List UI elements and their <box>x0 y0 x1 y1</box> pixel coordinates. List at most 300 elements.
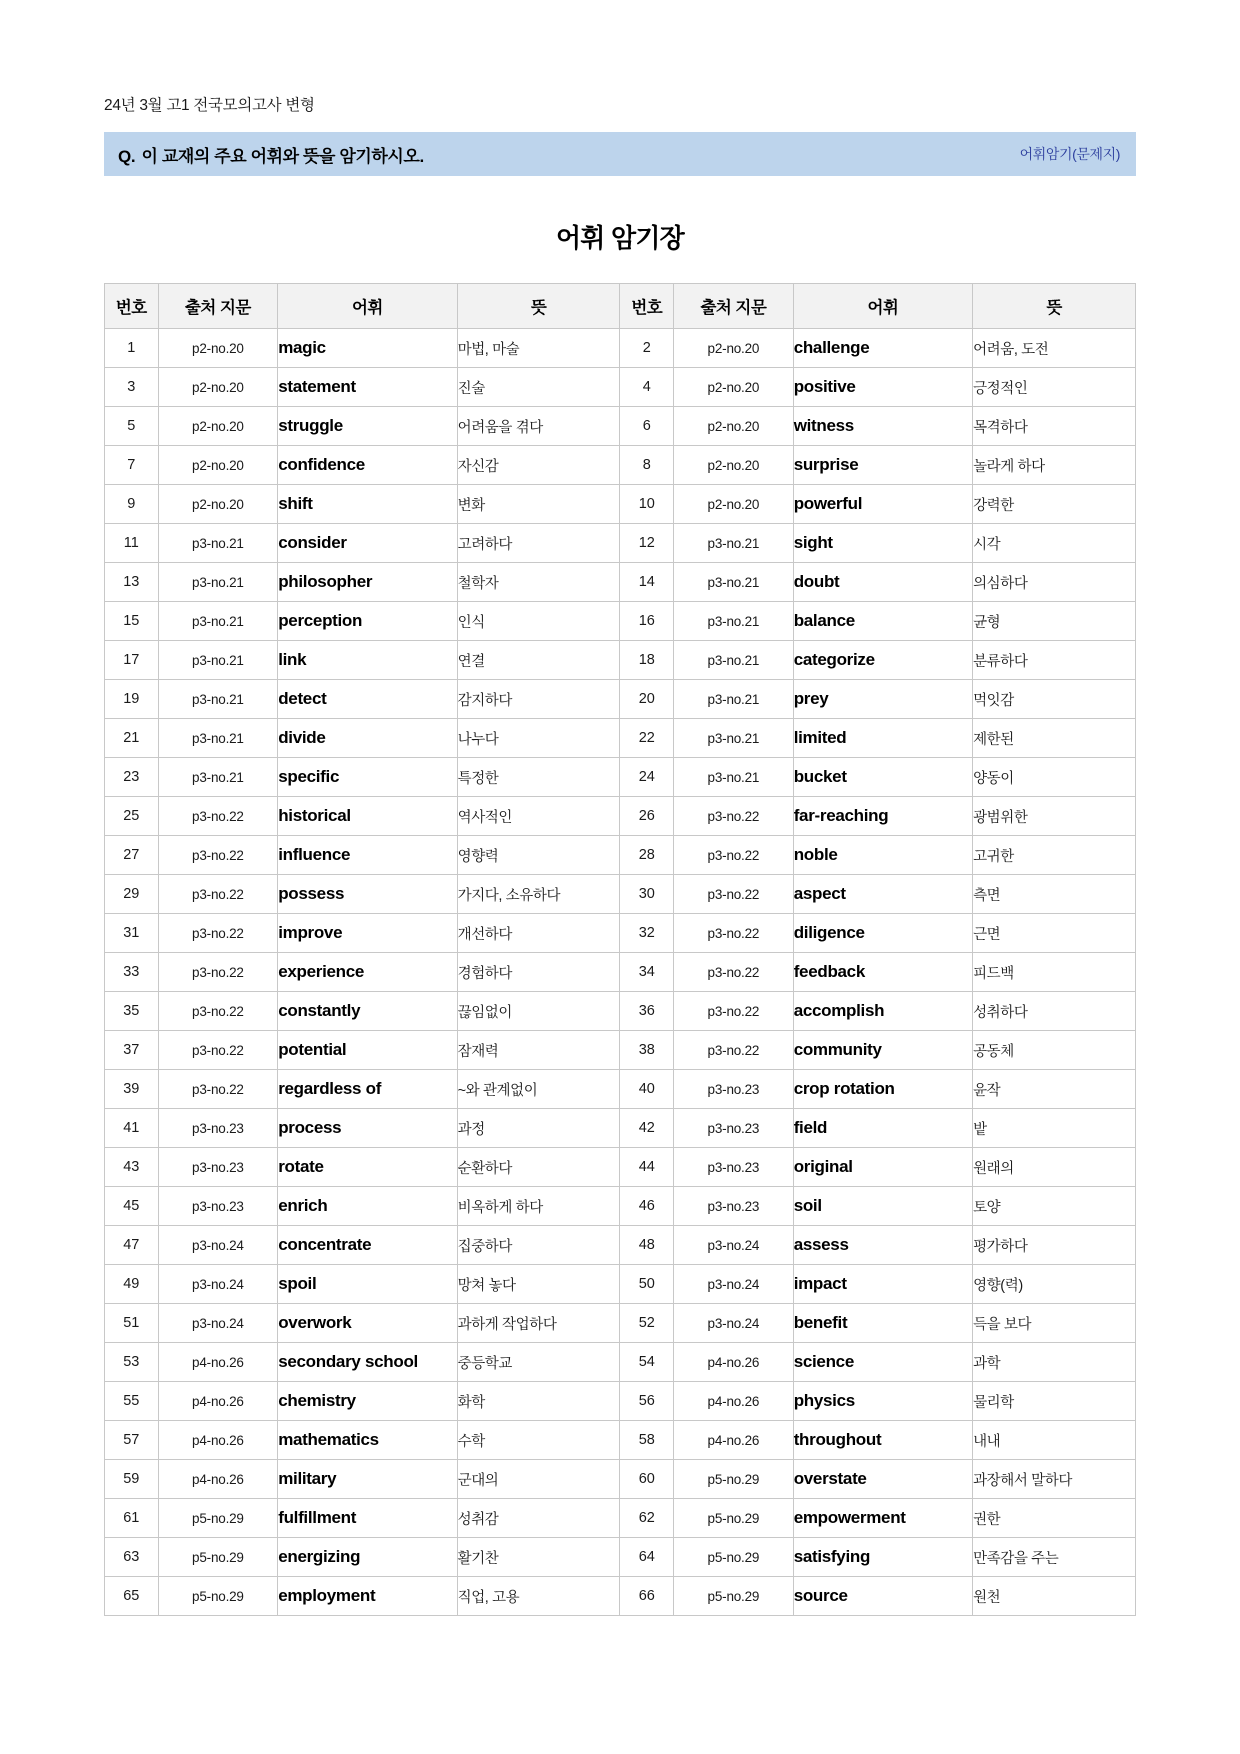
table-row <box>105 1304 1136 1343</box>
row-number-left: 33 <box>105 953 159 992</box>
row-word-right: powerful <box>793 485 972 524</box>
row-source-left: p3-no.23 <box>158 1148 278 1187</box>
row-number-left: 47 <box>105 1226 159 1265</box>
row-meaning-left: 과정 <box>457 1109 620 1148</box>
row-source-left: p2-no.20 <box>158 485 278 524</box>
row-source-left: p3-no.22 <box>158 1031 278 1070</box>
row-word-left: shift <box>278 485 457 524</box>
row-number-left: 57 <box>105 1421 159 1460</box>
row-number-left: 59 <box>105 1460 159 1499</box>
row-number-left: 5 <box>105 407 159 446</box>
row-meaning-left: 경험하다 <box>457 953 620 992</box>
page-title: 어휘 암기장 <box>555 223 684 254</box>
row-number-left: 45 <box>105 1187 159 1226</box>
row-source-left: p3-no.22 <box>158 797 278 836</box>
row-word-left: fulfillment <box>278 1499 457 1538</box>
row-source-right: p3-no.22 <box>674 992 794 1031</box>
row-source-right: p3-no.22 <box>674 836 794 875</box>
row-number-left: 55 <box>105 1382 159 1421</box>
row-meaning-left: 성취감 <box>457 1499 620 1538</box>
row-word-left: constantly <box>278 992 457 1031</box>
row-source-right: p4-no.26 <box>674 1421 794 1460</box>
table-row <box>105 953 1136 992</box>
row-meaning-right: 긍정적인 <box>973 368 1136 407</box>
row-word-left: rotate <box>278 1148 457 1187</box>
row-word-left: enrich <box>278 1187 457 1226</box>
row-word-left: experience <box>278 953 457 992</box>
row-number-left: 9 <box>105 485 159 524</box>
row-word-right: original <box>793 1148 972 1187</box>
row-word-right: soil <box>793 1187 972 1226</box>
row-number-right: 66 <box>620 1577 674 1616</box>
table-row <box>105 329 1136 368</box>
row-word-left: divide <box>278 719 457 758</box>
table-row <box>105 992 1136 1031</box>
row-word-right: aspect <box>793 875 972 914</box>
row-meaning-right: 득을 보다 <box>973 1304 1136 1343</box>
row-number-right: 46 <box>620 1187 674 1226</box>
row-word-left: chemistry <box>278 1382 457 1421</box>
row-word-right: balance <box>793 602 972 641</box>
table-row <box>105 368 1136 407</box>
table-row <box>105 1070 1136 1109</box>
row-meaning-right: 토양 <box>973 1187 1136 1226</box>
table-row <box>105 1148 1136 1187</box>
row-number-right: 48 <box>620 1226 674 1265</box>
row-number-right: 16 <box>620 602 674 641</box>
row-word-left: concentrate <box>278 1226 457 1265</box>
row-meaning-right: 놀라게 하다 <box>973 446 1136 485</box>
row-word-right: bucket <box>793 758 972 797</box>
column-header-no-right: 번호 <box>620 284 674 329</box>
row-number-left: 15 <box>105 602 159 641</box>
row-word-left: struggle <box>278 407 457 446</box>
row-word-right: benefit <box>793 1304 972 1343</box>
row-meaning-left: 활기찬 <box>457 1538 620 1577</box>
row-word-right: positive <box>793 368 972 407</box>
row-source-left: p4-no.26 <box>158 1343 278 1382</box>
table-row <box>105 641 1136 680</box>
row-word-right: crop rotation <box>793 1070 972 1109</box>
row-meaning-right: 원천 <box>973 1577 1136 1616</box>
table-row <box>105 797 1136 836</box>
row-source-right: p2-no.20 <box>674 407 794 446</box>
row-number-right: 40 <box>620 1070 674 1109</box>
row-meaning-right: 측면 <box>973 875 1136 914</box>
row-source-right: p3-no.21 <box>674 758 794 797</box>
column-header-word-right: 어휘 <box>793 284 972 329</box>
table-row <box>105 758 1136 797</box>
row-meaning-right: 균형 <box>973 602 1136 641</box>
row-source-right: p5-no.29 <box>674 1538 794 1577</box>
row-number-left: 29 <box>105 875 159 914</box>
row-source-left: p3-no.23 <box>158 1187 278 1226</box>
table-row <box>105 1343 1136 1382</box>
row-word-left: possess <box>278 875 457 914</box>
row-number-left: 63 <box>105 1538 159 1577</box>
row-number-right: 32 <box>620 914 674 953</box>
row-word-right: far-reaching <box>793 797 972 836</box>
row-number-right: 26 <box>620 797 674 836</box>
row-source-right: p4-no.26 <box>674 1343 794 1382</box>
row-source-left: p3-no.24 <box>158 1304 278 1343</box>
row-word-right: empowerment <box>793 1499 972 1538</box>
row-meaning-right: 과장해서 말하다 <box>973 1460 1136 1499</box>
row-number-left: 51 <box>105 1304 159 1343</box>
row-word-left: employment <box>278 1577 457 1616</box>
table-row <box>105 446 1136 485</box>
row-meaning-left: 화학 <box>457 1382 620 1421</box>
row-number-right: 64 <box>620 1538 674 1577</box>
row-word-right: sight <box>793 524 972 563</box>
row-number-right: 34 <box>620 953 674 992</box>
row-word-left: spoil <box>278 1265 457 1304</box>
table-row <box>105 914 1136 953</box>
row-number-right: 50 <box>620 1265 674 1304</box>
row-source-left: p3-no.21 <box>158 758 278 797</box>
row-source-right: p3-no.22 <box>674 875 794 914</box>
row-word-left: mathematics <box>278 1421 457 1460</box>
row-meaning-right: 원래의 <box>973 1148 1136 1187</box>
row-source-left: p3-no.24 <box>158 1226 278 1265</box>
row-word-right: noble <box>793 836 972 875</box>
row-word-right: science <box>793 1343 972 1382</box>
table-row <box>105 1499 1136 1538</box>
row-meaning-right: 목격하다 <box>973 407 1136 446</box>
row-source-left: p4-no.26 <box>158 1382 278 1421</box>
row-meaning-left: 끊임없이 <box>457 992 620 1031</box>
row-number-left: 41 <box>105 1109 159 1148</box>
row-meaning-right: 강력한 <box>973 485 1136 524</box>
row-meaning-right: 분류하다 <box>973 641 1136 680</box>
row-source-left: p5-no.29 <box>158 1538 278 1577</box>
row-meaning-left: 과하게 작업하다 <box>457 1304 620 1343</box>
row-number-right: 54 <box>620 1343 674 1382</box>
row-meaning-left: 가지다, 소유하다 <box>457 875 620 914</box>
row-number-left: 39 <box>105 1070 159 1109</box>
row-meaning-right: 광범위한 <box>973 797 1136 836</box>
row-meaning-left: 망쳐 놓다 <box>457 1265 620 1304</box>
row-source-right: p2-no.20 <box>674 485 794 524</box>
row-source-right: p2-no.20 <box>674 446 794 485</box>
table-row <box>105 719 1136 758</box>
instruction-banner <box>104 132 1136 176</box>
row-source-left: p3-no.21 <box>158 641 278 680</box>
row-source-right: p3-no.23 <box>674 1070 794 1109</box>
question-marker: Q. <box>118 146 136 166</box>
worksheet-type-tag: 어휘암기(문제지) <box>1019 146 1120 163</box>
row-word-left: specific <box>278 758 457 797</box>
row-number-left: 17 <box>105 641 159 680</box>
row-source-right: p5-no.29 <box>674 1577 794 1616</box>
row-source-right: p3-no.23 <box>674 1148 794 1187</box>
row-meaning-right: 과학 <box>973 1343 1136 1382</box>
row-word-right: accomplish <box>793 992 972 1031</box>
row-source-right: p4-no.26 <box>674 1382 794 1421</box>
row-number-right: 18 <box>620 641 674 680</box>
row-meaning-left: 변화 <box>457 485 620 524</box>
column-header-source-left: 출처 지문 <box>158 284 278 329</box>
row-number-right: 38 <box>620 1031 674 1070</box>
row-meaning-right: 만족감을 주는 <box>973 1538 1136 1577</box>
row-number-right: 14 <box>620 563 674 602</box>
row-meaning-right: 먹잇감 <box>973 680 1136 719</box>
vocabulary-table <box>104 283 1136 1616</box>
row-source-right: p5-no.29 <box>674 1460 794 1499</box>
row-meaning-left: 나누다 <box>457 719 620 758</box>
row-meaning-right: 윤작 <box>973 1070 1136 1109</box>
row-source-right: p3-no.24 <box>674 1226 794 1265</box>
row-meaning-left: 비옥하게 하다 <box>457 1187 620 1226</box>
row-word-right: source <box>793 1577 972 1616</box>
row-number-right: 62 <box>620 1499 674 1538</box>
row-meaning-left: 잠재력 <box>457 1031 620 1070</box>
row-meaning-left: 철학자 <box>457 563 620 602</box>
table-row <box>105 680 1136 719</box>
row-source-right: p3-no.21 <box>674 602 794 641</box>
row-source-left: p3-no.21 <box>158 602 278 641</box>
row-meaning-left: 역사적인 <box>457 797 620 836</box>
row-word-left: historical <box>278 797 457 836</box>
row-meaning-right: 피드백 <box>973 953 1136 992</box>
row-word-left: link <box>278 641 457 680</box>
row-meaning-left: 자신감 <box>457 446 620 485</box>
row-meaning-right: 제한된 <box>973 719 1136 758</box>
row-number-left: 65 <box>105 1577 159 1616</box>
row-source-right: p3-no.21 <box>674 563 794 602</box>
row-word-right: community <box>793 1031 972 1070</box>
row-source-left: p3-no.21 <box>158 719 278 758</box>
row-source-left: p5-no.29 <box>158 1577 278 1616</box>
instruction-text <box>118 142 424 167</box>
column-header-source-right: 출처 지문 <box>674 284 794 329</box>
table-row <box>105 1421 1136 1460</box>
row-word-right: categorize <box>793 641 972 680</box>
row-source-left: p2-no.20 <box>158 329 278 368</box>
row-meaning-left: 순환하다 <box>457 1148 620 1187</box>
row-source-left: p3-no.21 <box>158 563 278 602</box>
row-source-right: p3-no.22 <box>674 953 794 992</box>
row-meaning-left: 집중하다 <box>457 1226 620 1265</box>
row-number-left: 31 <box>105 914 159 953</box>
row-number-right: 4 <box>620 368 674 407</box>
row-meaning-left: 고려하다 <box>457 524 620 563</box>
row-word-right: diligence <box>793 914 972 953</box>
row-word-left: confidence <box>278 446 457 485</box>
row-meaning-right: 평가하다 <box>973 1226 1136 1265</box>
row-meaning-left: 특정한 <box>457 758 620 797</box>
row-word-left: overwork <box>278 1304 457 1343</box>
row-number-right: 2 <box>620 329 674 368</box>
row-word-left: military <box>278 1460 457 1499</box>
row-number-right: 30 <box>620 875 674 914</box>
row-number-left: 43 <box>105 1148 159 1187</box>
row-number-left: 23 <box>105 758 159 797</box>
row-source-left: p3-no.21 <box>158 680 278 719</box>
table-row <box>105 407 1136 446</box>
row-number-left: 25 <box>105 797 159 836</box>
row-source-right: p3-no.24 <box>674 1304 794 1343</box>
row-number-left: 19 <box>105 680 159 719</box>
table-row <box>105 836 1136 875</box>
table-row <box>105 1265 1136 1304</box>
row-meaning-right: 양동이 <box>973 758 1136 797</box>
row-source-left: p4-no.26 <box>158 1421 278 1460</box>
table-row <box>105 1538 1136 1577</box>
row-meaning-right: 성취하다 <box>973 992 1136 1031</box>
row-number-left: 13 <box>105 563 159 602</box>
row-source-right: p2-no.20 <box>674 329 794 368</box>
column-header-meaning-left: 뜻 <box>457 284 620 329</box>
row-source-right: p3-no.22 <box>674 914 794 953</box>
row-word-right: prey <box>793 680 972 719</box>
row-word-left: process <box>278 1109 457 1148</box>
row-word-left: influence <box>278 836 457 875</box>
row-word-right: throughout <box>793 1421 972 1460</box>
row-word-right: impact <box>793 1265 972 1304</box>
row-number-right: 44 <box>620 1148 674 1187</box>
row-meaning-right: 내내 <box>973 1421 1136 1460</box>
row-number-right: 42 <box>620 1109 674 1148</box>
row-word-right: overstate <box>793 1460 972 1499</box>
row-source-left: p3-no.22 <box>158 914 278 953</box>
row-meaning-right: 물리학 <box>973 1382 1136 1421</box>
row-word-right: doubt <box>793 563 972 602</box>
row-source-right: p3-no.21 <box>674 524 794 563</box>
row-number-left: 3 <box>105 368 159 407</box>
table-row <box>105 1226 1136 1265</box>
row-word-right: challenge <box>793 329 972 368</box>
row-source-right: p3-no.24 <box>674 1265 794 1304</box>
table-row <box>105 875 1136 914</box>
column-header-no-left: 번호 <box>105 284 159 329</box>
row-word-right: surprise <box>793 446 972 485</box>
row-word-right: feedback <box>793 953 972 992</box>
row-word-left: detect <box>278 680 457 719</box>
row-word-left: secondary school <box>278 1343 457 1382</box>
table-row <box>105 1109 1136 1148</box>
table-row <box>105 524 1136 563</box>
row-word-left: philosopher <box>278 563 457 602</box>
row-source-left: p3-no.22 <box>158 875 278 914</box>
row-meaning-left: 어려움을 겪다 <box>457 407 620 446</box>
row-meaning-left: ~와 관계없이 <box>457 1070 620 1109</box>
row-number-right: 12 <box>620 524 674 563</box>
row-word-right: physics <box>793 1382 972 1421</box>
row-number-right: 58 <box>620 1421 674 1460</box>
table-row <box>105 602 1136 641</box>
row-number-left: 7 <box>105 446 159 485</box>
row-meaning-left: 군대의 <box>457 1460 620 1499</box>
row-source-left: p3-no.21 <box>158 524 278 563</box>
table-row <box>105 1382 1136 1421</box>
table-row <box>105 1187 1136 1226</box>
row-number-left: 21 <box>105 719 159 758</box>
row-source-right: p5-no.29 <box>674 1499 794 1538</box>
row-source-right: p3-no.23 <box>674 1109 794 1148</box>
row-meaning-left: 영향력 <box>457 836 620 875</box>
row-meaning-right: 영향(력) <box>973 1265 1136 1304</box>
row-meaning-left: 중등학교 <box>457 1343 620 1382</box>
row-source-left: p2-no.20 <box>158 446 278 485</box>
row-number-left: 27 <box>105 836 159 875</box>
row-meaning-left: 직업, 고용 <box>457 1577 620 1616</box>
row-meaning-right: 시각 <box>973 524 1136 563</box>
row-source-right: p3-no.21 <box>674 680 794 719</box>
row-number-right: 8 <box>620 446 674 485</box>
exam-source-line: 24년 3월 고1 전국모의고사 변형 <box>104 97 315 114</box>
table-body <box>105 329 1136 1616</box>
table-row <box>105 485 1136 524</box>
row-source-left: p3-no.22 <box>158 953 278 992</box>
row-meaning-right: 밭 <box>973 1109 1136 1148</box>
column-header-word-left: 어휘 <box>278 284 457 329</box>
row-meaning-left: 개선하다 <box>457 914 620 953</box>
row-meaning-right: 권한 <box>973 1499 1136 1538</box>
row-meaning-left: 감지하다 <box>457 680 620 719</box>
column-header-meaning-right: 뜻 <box>973 284 1136 329</box>
row-word-right: assess <box>793 1226 972 1265</box>
table-header-row <box>105 284 1136 329</box>
row-number-right: 36 <box>620 992 674 1031</box>
row-number-right: 10 <box>620 485 674 524</box>
row-meaning-left: 수학 <box>457 1421 620 1460</box>
row-source-left: p3-no.22 <box>158 1070 278 1109</box>
row-number-left: 49 <box>105 1265 159 1304</box>
row-number-left: 11 <box>105 524 159 563</box>
row-number-left: 1 <box>105 329 159 368</box>
table-row <box>105 1031 1136 1070</box>
table-row <box>105 1577 1136 1616</box>
row-number-right: 52 <box>620 1304 674 1343</box>
table-header <box>105 284 1136 329</box>
row-number-right: 22 <box>620 719 674 758</box>
row-word-left: improve <box>278 914 457 953</box>
row-source-right: p3-no.23 <box>674 1187 794 1226</box>
instruction-label: 이 교재의 주요 어휘와 뜻을 암기하시오. <box>141 146 424 166</box>
row-meaning-left: 연결 <box>457 641 620 680</box>
table-row <box>105 563 1136 602</box>
table-row <box>105 1460 1136 1499</box>
row-word-left: energizing <box>278 1538 457 1577</box>
row-source-right: p3-no.21 <box>674 641 794 680</box>
row-meaning-right: 근면 <box>973 914 1136 953</box>
row-meaning-right: 고귀한 <box>973 836 1136 875</box>
row-number-left: 35 <box>105 992 159 1031</box>
row-meaning-left: 인식 <box>457 602 620 641</box>
row-number-right: 20 <box>620 680 674 719</box>
row-meaning-left: 마법, 마술 <box>457 329 620 368</box>
row-source-right: p2-no.20 <box>674 368 794 407</box>
row-number-right: 56 <box>620 1382 674 1421</box>
row-source-left: p3-no.24 <box>158 1265 278 1304</box>
row-word-left: potential <box>278 1031 457 1070</box>
row-meaning-right: 공동체 <box>973 1031 1136 1070</box>
row-source-left: p2-no.20 <box>158 407 278 446</box>
row-source-left: p2-no.20 <box>158 368 278 407</box>
row-number-right: 28 <box>620 836 674 875</box>
row-number-left: 53 <box>105 1343 159 1382</box>
row-source-right: p3-no.21 <box>674 719 794 758</box>
row-word-right: witness <box>793 407 972 446</box>
row-word-left: consider <box>278 524 457 563</box>
row-word-right: limited <box>793 719 972 758</box>
row-source-left: p3-no.22 <box>158 836 278 875</box>
row-word-left: perception <box>278 602 457 641</box>
row-meaning-right: 어려움, 도전 <box>973 329 1136 368</box>
row-word-right: satisfying <box>793 1538 972 1577</box>
row-number-right: 60 <box>620 1460 674 1499</box>
